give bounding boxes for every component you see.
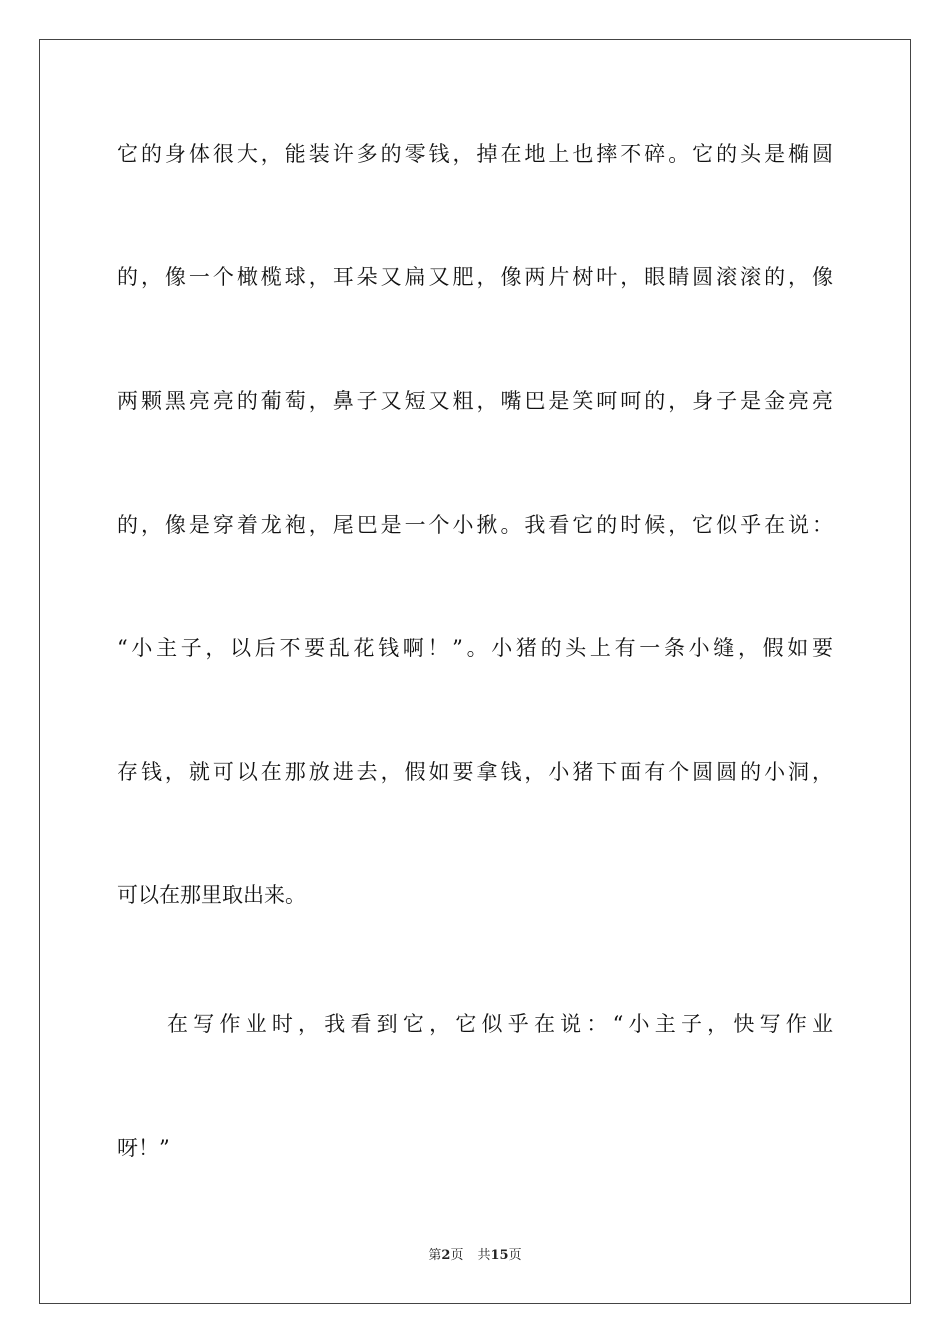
text-line: 可以在那里取出来。 <box>117 883 306 907</box>
page-suffix: 页 <box>450 1248 464 1263</box>
total-prefix: 共 <box>477 1248 491 1263</box>
text-line: 在写作业时，我看到它，它似乎在说：“小主子，快写作业 <box>167 1012 833 1036</box>
text-line: “小主子，以后不要乱花钱啊！”。小猪的头上有一条小缝，假如要 <box>117 636 833 660</box>
total-suffix: 页 <box>508 1248 522 1263</box>
text-line: 的，像一个橄榄球，耳朵又扁又肥，像两片树叶，眼睛圆滚滚的，像 <box>117 265 833 289</box>
page-number: 2 <box>441 1248 451 1263</box>
page-border <box>39 39 911 1304</box>
text-line: 两颗黑亮亮的葡萄，鼻子又短又粗，嘴巴是笑呵呵的，身子是金亮亮 <box>117 389 833 413</box>
page-prefix: 第 <box>428 1248 442 1263</box>
total-pages: 15 <box>490 1248 509 1263</box>
text-line: 的，像是穿着龙袍，尾巴是一个小揪。我看它的时候，它似乎在说： <box>117 513 833 537</box>
text-line: 存钱，就可以在那放进去，假如要拿钱，小猪下面有个圆圆的小洞， <box>117 760 833 784</box>
text-line: 它的身体很大，能装许多的零钱，掉在地上也摔不碎。它的头是椭圆 <box>117 142 833 166</box>
text-line: 呀！” <box>117 1136 170 1160</box>
page-footer <box>0 1248 950 1264</box>
